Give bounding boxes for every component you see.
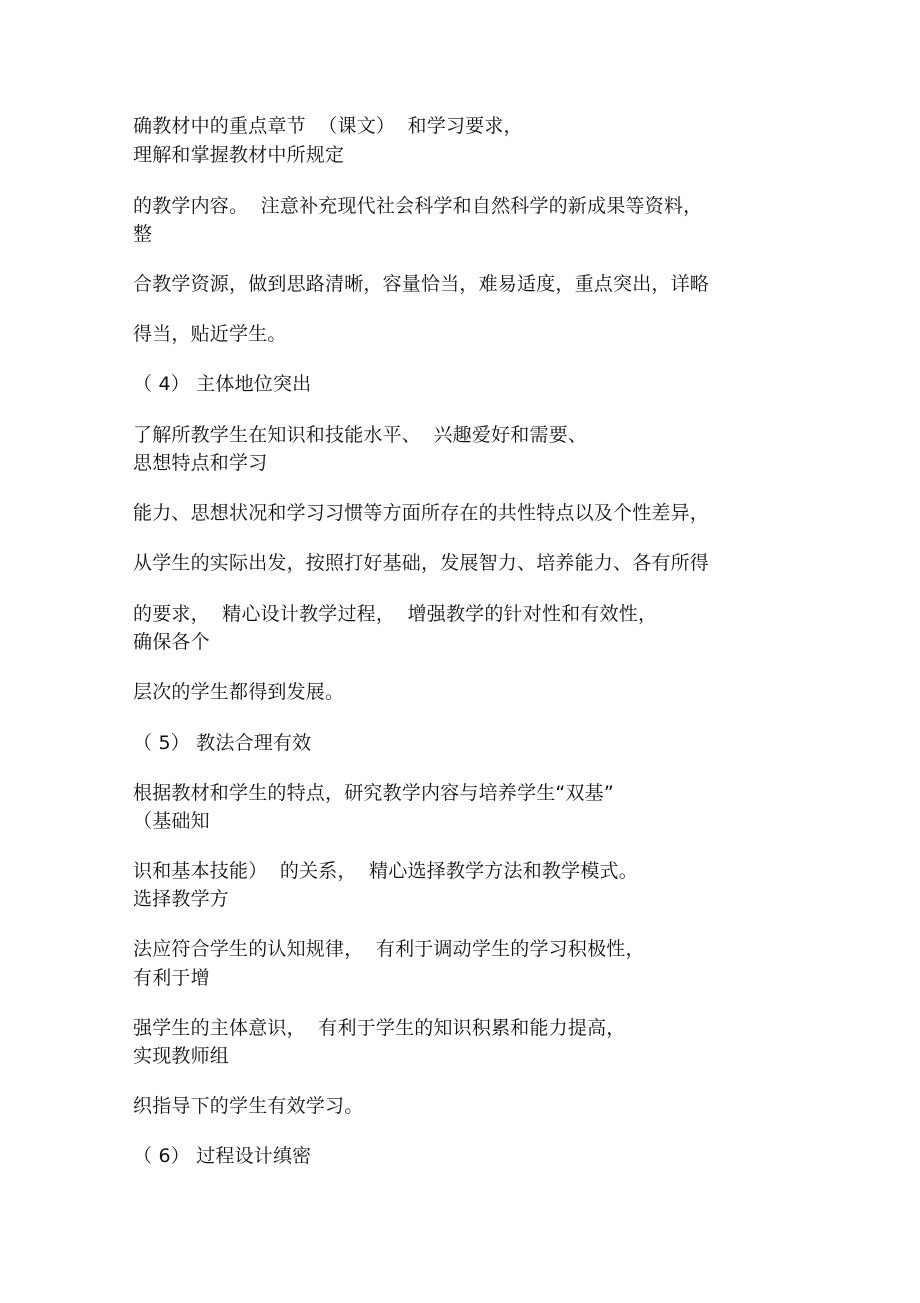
text-line: 了解所教学生在知识和技能水平、 兴趣爱好和需要、 xyxy=(133,424,588,446)
text-line: 从学生的实际出发，按照打好基础，发展智力、培养能力、各有所得 xyxy=(133,552,710,574)
section-heading: （ 4） 主体地位突出 xyxy=(133,373,312,395)
text-line: 得当，贴近学生。 xyxy=(133,323,287,345)
text-line: 强学生的主体意识， 有利于学生的知识积累和能力提高， xyxy=(133,1017,626,1039)
text-line: 法应符合学生的认知规律， 有利于调动学生的学习积极性， xyxy=(133,938,645,960)
text-line: 思想特点和学习 xyxy=(133,452,268,474)
text-line: 有利于增 xyxy=(133,967,210,989)
text-line: 确教材中的重点章节 （课文） 和学习要求， xyxy=(133,115,523,137)
text-line: 整 xyxy=(133,223,153,245)
text-line: 的要求， 精心设计教学过程， 增强教学的针对性和有效性， xyxy=(133,603,658,625)
text-line: 的教学内容。 注意补充现代社会科学和自然科学的新成果等资料， xyxy=(133,195,703,217)
section-heading: （ 5） 教法合理有效 xyxy=(133,732,312,754)
text-line: 识和基本技能） 的关系， 精心选择教学方法和教学模式。 xyxy=(133,860,638,882)
text-line: 能力、思想状况和学习习惯等方面所存在的共性特点以及个性差异， xyxy=(133,502,710,524)
text-line: 选择教学方 xyxy=(133,888,230,910)
text-line: 层次的学生都得到发展。 xyxy=(133,681,345,703)
section-heading: （ 6） 过程设计缜密 xyxy=(133,1145,312,1167)
text-line: 实现教师组 xyxy=(133,1045,230,1067)
text-line: 理解和掌握教材中所规定 xyxy=(133,144,345,166)
text-line: （基础知 xyxy=(133,810,210,832)
text-line: 合教学资源，做到思路清晰，容量恰当，难易适度，重点突出，详略 xyxy=(133,273,710,295)
text-line: 根据教材和学生的特点，研究教学内容与培养学生“双基” xyxy=(133,782,614,804)
text-line: 确保各个 xyxy=(133,631,210,653)
text-line: 织指导下的学生有效学习。 xyxy=(133,1095,364,1117)
